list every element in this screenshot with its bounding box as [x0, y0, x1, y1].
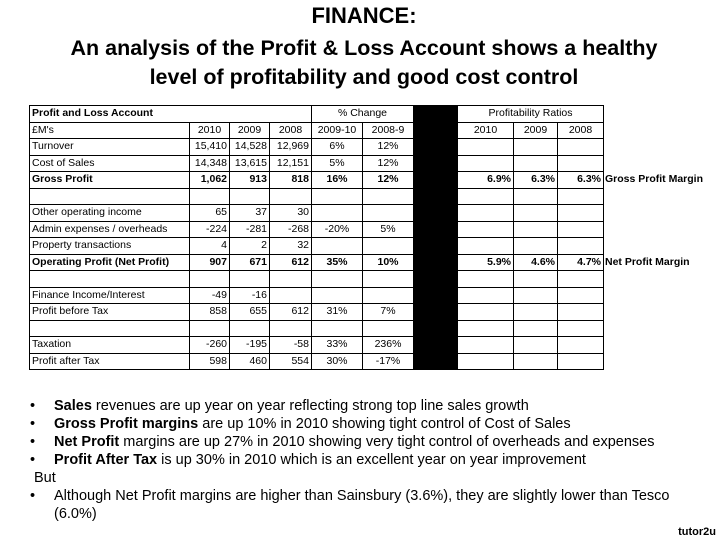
- change-cell: -20%: [312, 221, 363, 238]
- ratio-label: [604, 271, 706, 288]
- change-cell: 16%: [312, 172, 363, 189]
- profitability-ratios-header: Profitability Ratios: [458, 106, 604, 123]
- value-cell: [190, 320, 230, 337]
- bullet-list: [0, 397, 728, 523]
- header-cell: 2009: [230, 122, 270, 139]
- table-row: [30, 337, 706, 354]
- change-cell: 35%: [312, 254, 363, 271]
- separator: [414, 238, 458, 255]
- ratio-cell: [514, 287, 558, 304]
- ratio-cell: [514, 188, 558, 205]
- value-cell: 1,062: [190, 172, 230, 189]
- value-cell: 30: [270, 205, 312, 222]
- value-cell: 818: [270, 172, 312, 189]
- value-cell: -49: [190, 287, 230, 304]
- bullet-marker: •: [30, 434, 36, 450]
- separator: [414, 337, 458, 354]
- header-cell: 2009-10: [312, 122, 363, 139]
- table-row: [30, 238, 706, 255]
- ratio-cell: [458, 287, 514, 304]
- change-cell: 33%: [312, 337, 363, 354]
- ratio-label: [604, 287, 706, 304]
- change-cell: 31%: [312, 304, 363, 321]
- bullet-text: is up 30% in 2010 which is an excellent year on year improvement: [157, 452, 586, 468]
- list-item: [0, 487, 728, 523]
- bullet-bold-text: Net Profit: [54, 434, 120, 450]
- ratio-label: [604, 337, 706, 354]
- ratio-cell: 6.3%: [558, 172, 604, 189]
- bullet-marker: •: [30, 416, 36, 432]
- value-cell: [230, 188, 270, 205]
- ratio-cell: 5.9%: [458, 254, 514, 271]
- row-label: Gross Profit: [30, 172, 190, 189]
- value-cell: 15,410: [190, 139, 230, 156]
- bullet-bold-text: Profit After Tax: [54, 452, 158, 468]
- change-cell: [363, 271, 414, 288]
- table-row: [30, 287, 706, 304]
- bullet-marker: •: [30, 398, 36, 414]
- row-label: [30, 271, 190, 288]
- table-row: [30, 271, 706, 288]
- value-cell: [270, 287, 312, 304]
- ratio-cell: [458, 205, 514, 222]
- bullet-marker: •: [30, 488, 36, 504]
- value-cell: 907: [190, 254, 230, 271]
- ratio-label: [604, 205, 706, 222]
- ratio-cell: 4.6%: [514, 254, 558, 271]
- ratio-cell: [558, 271, 604, 288]
- row-label: Admin expenses / overheads: [30, 221, 190, 238]
- separator: [414, 205, 458, 222]
- change-cell: [312, 188, 363, 205]
- ratio-label: [604, 238, 706, 255]
- value-cell: [270, 271, 312, 288]
- bullet-text: are up 10% in 2010 showing tight control of Cost of Sales: [198, 416, 571, 432]
- value-cell: -224: [190, 221, 230, 238]
- ratio-cell: [558, 337, 604, 354]
- ratio-cell: [514, 353, 558, 370]
- profit-loss-table: [29, 105, 706, 370]
- ratio-label: [604, 320, 706, 337]
- bullet-marker: •: [30, 452, 36, 468]
- header-cell: 2010: [190, 122, 230, 139]
- value-cell: 4: [190, 238, 230, 255]
- header-cell: 2010: [458, 122, 514, 139]
- value-cell: 32: [270, 238, 312, 255]
- value-cell: -195: [230, 337, 270, 354]
- ratio-cell: [558, 139, 604, 156]
- change-cell: [312, 238, 363, 255]
- table-header-row-1: [30, 106, 706, 123]
- ratio-cell: [514, 205, 558, 222]
- title-line-2: An analysis of the Profit & Loss Account shows a healthy: [70, 36, 658, 60]
- ratio-cell: 6.9%: [458, 172, 514, 189]
- change-cell: [312, 320, 363, 337]
- ratio-cell: 6.3%: [514, 172, 558, 189]
- change-cell: 5%: [363, 221, 414, 238]
- row-label: Other operating income: [30, 205, 190, 222]
- separator: [414, 172, 458, 189]
- value-cell: 14,528: [230, 139, 270, 156]
- ratio-cell: [458, 221, 514, 238]
- ratio-cell: [458, 271, 514, 288]
- ratio-label: [604, 353, 706, 370]
- value-cell: 913: [230, 172, 270, 189]
- ratio-cell: [558, 287, 604, 304]
- ratio-cell: [514, 304, 558, 321]
- change-cell: 7%: [363, 304, 414, 321]
- change-cell: [363, 238, 414, 255]
- change-cell: 10%: [363, 254, 414, 271]
- ratio-label: [604, 155, 706, 172]
- row-label: Taxation: [30, 337, 190, 354]
- ratio-cell: [514, 271, 558, 288]
- ratio-cell: [458, 155, 514, 172]
- list-item: [0, 415, 728, 433]
- ratio-cell: [514, 139, 558, 156]
- ratio-cell: [558, 188, 604, 205]
- value-cell: -58: [270, 337, 312, 354]
- value-cell: -268: [270, 221, 312, 238]
- percent-change-header: % Change: [312, 106, 414, 123]
- change-cell: 12%: [363, 155, 414, 172]
- separator: [414, 353, 458, 370]
- list-item: [0, 451, 728, 469]
- value-cell: 598: [190, 353, 230, 370]
- header-cell: 2009: [514, 122, 558, 139]
- value-cell: 13,615: [230, 155, 270, 172]
- ratio-label: [604, 188, 706, 205]
- list-item: [0, 433, 728, 451]
- change-cell: [363, 188, 414, 205]
- separator: [414, 155, 458, 172]
- change-cell: [363, 320, 414, 337]
- ratio-label: [604, 139, 706, 156]
- separator: [414, 254, 458, 271]
- table-row: [30, 155, 706, 172]
- table-row: [30, 139, 706, 156]
- value-cell: [230, 271, 270, 288]
- change-cell: -17%: [363, 353, 414, 370]
- table-row: [30, 172, 706, 189]
- value-cell: 858: [190, 304, 230, 321]
- header-cell: £M's: [30, 122, 190, 139]
- change-cell: 12%: [363, 172, 414, 189]
- title-line-1: FINANCE:: [311, 3, 417, 28]
- bullet-text: margins are up 27% in 2010 showing very tight control of overheads and expenses: [119, 434, 655, 450]
- ratio-cell: [558, 238, 604, 255]
- table-row: [30, 304, 706, 321]
- value-cell: [190, 188, 230, 205]
- table-row: [30, 254, 706, 271]
- bullet-bold-text: Sales: [54, 398, 92, 414]
- value-cell: [230, 320, 270, 337]
- table-row: [30, 353, 706, 370]
- row-label: [30, 188, 190, 205]
- separator: [414, 320, 458, 337]
- value-cell: 554: [270, 353, 312, 370]
- table-row: [30, 320, 706, 337]
- value-cell: 655: [230, 304, 270, 321]
- separator: [414, 221, 458, 238]
- value-cell: 460: [230, 353, 270, 370]
- bullet-text: Although Net Profit margins are higher than Sainsbury (3.6%), they are slightly lower than Tesco (6.0%): [54, 488, 670, 522]
- ratio-cell: [514, 238, 558, 255]
- value-cell: -16: [230, 287, 270, 304]
- value-cell: 37: [230, 205, 270, 222]
- header-cell: 2008-9: [363, 122, 414, 139]
- ratio-cell: [558, 304, 604, 321]
- separator: [414, 139, 458, 156]
- separator: [414, 287, 458, 304]
- value-cell: [270, 188, 312, 205]
- ratio-label: [604, 304, 706, 321]
- header-cell: 2008: [270, 122, 312, 139]
- ratio-cell: [558, 205, 604, 222]
- value-cell: [270, 320, 312, 337]
- value-cell: 2: [230, 238, 270, 255]
- table-heading: Profit and Loss Account: [30, 106, 190, 123]
- separator: [414, 188, 458, 205]
- ratio-cell: [458, 320, 514, 337]
- row-label: Profit after Tax: [30, 353, 190, 370]
- row-label: Profit before Tax: [30, 304, 190, 321]
- table-row: [30, 221, 706, 238]
- list-item: [0, 397, 728, 415]
- ratio-cell: [558, 155, 604, 172]
- row-label: Property transactions: [30, 238, 190, 255]
- table-header-row-2: [30, 122, 706, 139]
- value-cell: 612: [270, 304, 312, 321]
- separator: [414, 271, 458, 288]
- change-cell: [363, 205, 414, 222]
- table-row: [30, 188, 706, 205]
- ratio-cell: [458, 353, 514, 370]
- value-cell: -260: [190, 337, 230, 354]
- ratio-cell: [458, 304, 514, 321]
- title-line-3: level of profitability and good cost control: [149, 65, 579, 89]
- change-cell: 5%: [312, 155, 363, 172]
- value-cell: 12,151: [270, 155, 312, 172]
- change-cell: [363, 287, 414, 304]
- header-cell: 2008: [558, 122, 604, 139]
- value-cell: 65: [190, 205, 230, 222]
- ratio-cell: [514, 320, 558, 337]
- value-cell: 12,969: [270, 139, 312, 156]
- but-label: But: [34, 470, 56, 486]
- ratio-cell: [558, 221, 604, 238]
- row-label: Operating Profit (Net Profit): [30, 254, 190, 271]
- ratio-label: Gross Profit Margin: [605, 173, 704, 186]
- row-label: Cost of Sales: [30, 155, 190, 172]
- value-cell: 671: [230, 254, 270, 271]
- row-label: [30, 320, 190, 337]
- change-cell: 236%: [363, 337, 414, 354]
- brand-logo-text: tutor2u: [678, 526, 716, 538]
- ratio-label: Net Profit Margin: [605, 255, 690, 268]
- ratio-cell: [458, 139, 514, 156]
- change-cell: 30%: [312, 353, 363, 370]
- value-cell: 14,348: [190, 155, 230, 172]
- ratio-cell: [558, 353, 604, 370]
- ratio-cell: [514, 337, 558, 354]
- row-label: Turnover: [30, 139, 190, 156]
- ratio-cell: [514, 221, 558, 238]
- value-cell: [190, 271, 230, 288]
- ratio-cell: 4.7%: [558, 254, 604, 271]
- change-cell: 12%: [363, 139, 414, 156]
- bullet-text: revenues are up year on year reflecting strong top line sales growth: [91, 398, 529, 414]
- table-row: [30, 205, 706, 222]
- ratio-cell: [514, 155, 558, 172]
- change-cell: [312, 271, 363, 288]
- ratio-label: [604, 221, 706, 238]
- ratio-cell: [558, 320, 604, 337]
- ratio-cell: [458, 238, 514, 255]
- change-cell: [312, 287, 363, 304]
- value-cell: 612: [270, 254, 312, 271]
- value-cell: -281: [230, 221, 270, 238]
- ratio-cell: [458, 337, 514, 354]
- change-cell: [312, 205, 363, 222]
- change-cell: 6%: [312, 139, 363, 156]
- ratio-cell: [458, 188, 514, 205]
- row-label: Finance Income/Interest: [30, 287, 190, 304]
- separator: [414, 304, 458, 321]
- bullet-bold-text: Gross Profit margins: [54, 416, 199, 432]
